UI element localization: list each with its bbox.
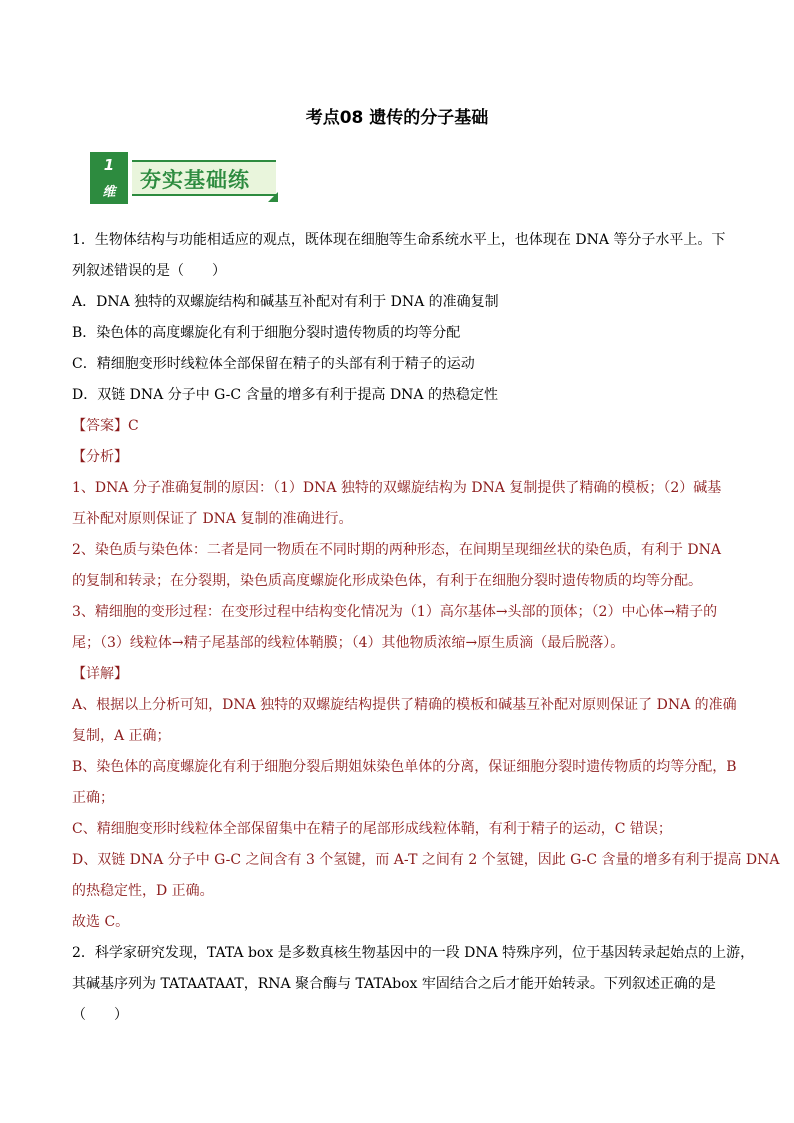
analysis-line: 的复制和转录；在分裂期，染色质高度螺旋化形成染色体，有利于在细胞分裂时遗传物质的均等分配。: [72, 573, 702, 589]
badge-unit: 维: [102, 185, 116, 200]
page-title: 考点08 遗传的分子基础: [305, 108, 489, 128]
detail-line: 故选 C。: [72, 914, 130, 930]
q1-option-b: B．染色体的高度螺旋化有利于细胞分裂时遗传物质的均等分配: [72, 325, 461, 341]
q2-stem-line: （ ）: [72, 1007, 128, 1023]
answer-label: 【答案】: [72, 418, 128, 434]
document-body: [72, 225, 780, 1031]
detail-label: 【详解】: [72, 666, 128, 682]
q1-option-a: A．DNA 独特的双螺旋结构和碱基互补配对有利于 DNA 的准确复制: [72, 294, 499, 310]
answer-value: C: [128, 418, 139, 434]
q1-stem-line: 1．生物体结构与功能相适应的观点，既体现在细胞等生命系统水平上，也体现在 DNA 等分子水平上。下: [72, 232, 726, 248]
analysis-label: 【分析】: [72, 449, 128, 465]
detail-line: 正确；: [72, 790, 114, 806]
q1-answer-row: [72, 411, 732, 442]
detail-line: 的热稳定性，D 正确。: [72, 883, 214, 899]
detail-line: C、精细胞变形时线粒体全部保留集中在精子的尾部形成线粒体鞘，有利于精子的运动，C 错误；: [72, 821, 672, 837]
section-badge: [90, 152, 128, 204]
detail-line: D、双链 DNA 分子中 G-C 之间含有 3 个氢键，而 A-T 之间有 2 个氢键，因此 G-C 含量的增多有利于提高 DNA: [72, 852, 780, 868]
analysis-line: 2、染色质与染色体：二者是同一物质在不同时期的两种形态，在间期呈现细丝状的染色质，有利于 DNA: [72, 542, 721, 558]
detail-line: A、根据以上分析可知，DNA 独特的双螺旋结构提供了精确的模板和碱基互补配对原则保证了 DNA 的准确: [72, 697, 737, 713]
banner-corner-decoration: [268, 192, 278, 202]
detail-line: 复制，A 正确；: [72, 728, 171, 744]
analysis-line: 3、精细胞的变形过程：在变形过程中结构变化情况为（1）高尔基体→头部的顶体；（2）中心体→精子的: [72, 604, 718, 620]
q1-stem-line: 列叙述错误的是（ ）: [72, 263, 226, 279]
q2-stem-line: 2．科学家研究发现，TATA box 是多数真核生物基因中的一段 DNA 特殊序列，位于基因转录起始点的上游，: [72, 945, 755, 961]
section-banner: [90, 152, 286, 204]
badge-number: 1: [103, 156, 115, 174]
analysis-line: 1、DNA 分子准确复制的原因：（1）DNA 独特的双螺旋结构为 DNA 复制提供了精确的模板；（2）碱基: [72, 480, 722, 496]
q2-stem-line: 其碱基序列为 TATAATAAT，RNA 聚合酶与 TATAbox 牢固结合之后才能开始转录。下列叙述正确的是: [72, 976, 716, 992]
detail-line: B、染色体的高度螺旋化有利于细胞分裂后期姐妹染色单体的分离，保证细胞分裂时遗传物质的均等分配，B: [72, 759, 737, 775]
analysis-line: 互补配对原则保证了 DNA 复制的准确进行。: [72, 511, 353, 527]
analysis-line: 尾；（3）线粒体→精子尾基部的线粒体鞘膜；（4）其他物质浓缩→原生质滴（最后脱落）。: [72, 635, 625, 651]
banner-label: 夯实基础练: [140, 168, 250, 192]
q1-option-d: D．双链 DNA 分子中 G-C 含量的增多有利于提高 DNA 的热稳定性: [72, 387, 498, 403]
banner-label-box: [132, 160, 276, 196]
q1-option-c: C．精细胞变形时线粒体全部保留在精子的头部有利于精子的运动: [72, 356, 475, 372]
